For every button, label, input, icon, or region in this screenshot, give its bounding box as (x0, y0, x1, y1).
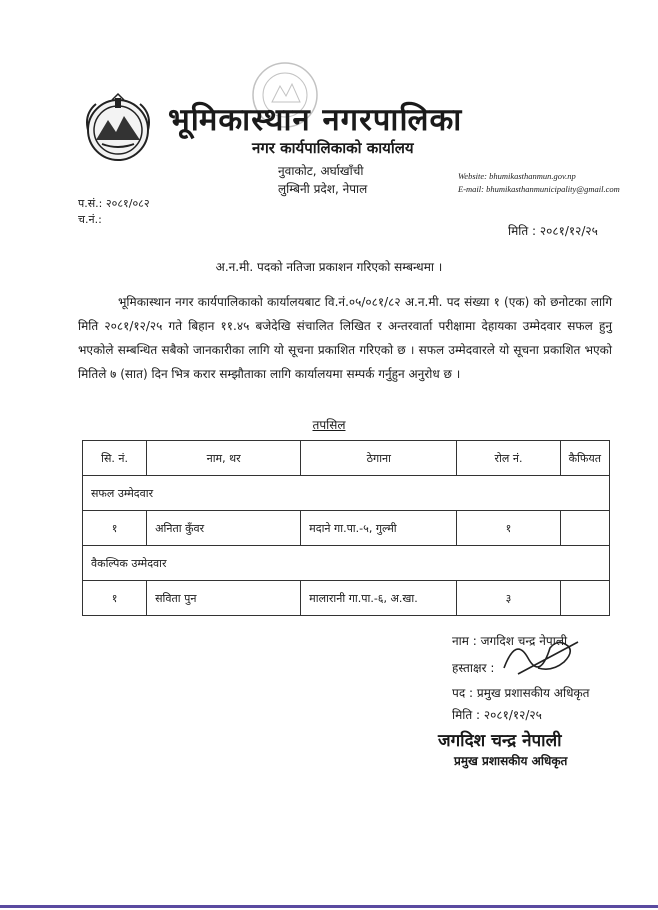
cell-roll: ३ (457, 581, 560, 616)
table-header-row (83, 441, 610, 476)
group-row-alternate (83, 546, 610, 581)
chalani-number: च.नं.: (78, 213, 102, 226)
header-name: नाम, थर (147, 441, 301, 476)
cell-remarks (560, 581, 609, 616)
header-roll: रोल नं. (457, 441, 560, 476)
letter-date: मिति : २०८१/१२/२५ (508, 224, 598, 238)
printed-signatory-post: प्रमुख प्रशासकीय अधिकृत (454, 754, 568, 768)
cell-name: सविता पुन (147, 581, 301, 616)
group-title: सफल उम्मेदवार (83, 476, 610, 511)
signatory-name-line: नाम : जगदिश चन्द्र नेपाली (452, 634, 568, 648)
header-address: ठेगाना (301, 441, 457, 476)
cell-serial: १ (83, 581, 147, 616)
printed-signatory-name: जगदिश चन्द्र नेपाली (438, 731, 562, 751)
contact-info (458, 170, 620, 196)
cell-roll: १ (457, 511, 560, 546)
bottom-border-line (0, 905, 658, 908)
website-text: Website: bhumikasthanmun.gov.np (458, 171, 576, 181)
cell-address: मदाने गा.पा.-५, गुल्मी (301, 511, 457, 546)
municipality-logo-icon (82, 92, 154, 164)
table-row (83, 581, 610, 616)
patra-sankhya: प.सं.: २०८१/०८२ (78, 197, 150, 210)
signature-date-line: मिति : २०८१/१२/२५ (452, 708, 542, 722)
address-line-2: लुम्बिनी प्रदेश, नेपाल (278, 182, 368, 196)
address-line-1: नुवाकोट, अर्घाखाँची (278, 164, 364, 178)
table-row (83, 511, 610, 546)
org-name: भूमिकास्थान नगरपालिका (168, 102, 463, 138)
cell-remarks (560, 511, 609, 546)
office-name: नगर कार्यपालिकाको कार्यालय (252, 139, 414, 157)
header-serial: सि. नं. (83, 441, 147, 476)
signature-label: हस्ताक्षर : (452, 661, 495, 675)
table-caption: तपसिल (312, 418, 346, 432)
cell-address: मालारानी गा.पा.-६, अ.खा. (301, 581, 457, 616)
group-row-successful (83, 476, 610, 511)
subject-line: अ.न.मी. पदको नतिजा प्रकाशन गरिएको सम्बन्धमा । (215, 260, 443, 274)
signatory-post-line: पद : प्रमुख प्रशासकीय अधिकृत (452, 686, 590, 700)
handwritten-signature-icon (498, 628, 582, 684)
cell-serial: १ (83, 511, 147, 546)
body-paragraph: भूमिकास्थान नगर कार्यपालिकाको कार्यालयबाट वि.नं.०५/०८१/८२ अ.न.मी. पद संख्या १ (एक) को छनोटका लागि मिति २०८१/१२/२५ गते बिहान ११.४५ बजेदेखि संचालित लिखित र अन्तरवार्ता परीक्षामा देहायका उम्मेदवार सफल हुनु भएकोले सम्बन्धित सबैको जानकारीका लागि यो सूचना प्रकाशित गरिएको छ । सफल उम्मेदवारले यो सूचना प्रकाशित भएको मितिले ७ (सात) दिन भित्र करार सम्झौताका लागि कार्यालयमा सम्पर्क गर्नुहुन अनुरोध छ । (78, 295, 612, 381)
group-title: वैकल्पिक उम्मेदवार (83, 546, 610, 581)
header-remarks: कैफियत (560, 441, 609, 476)
email-text: E-mail: bhumikasthanmunicipality@gmail.com (458, 184, 620, 194)
results-table (82, 440, 610, 616)
cell-name: अनिता कुँवर (147, 511, 301, 546)
